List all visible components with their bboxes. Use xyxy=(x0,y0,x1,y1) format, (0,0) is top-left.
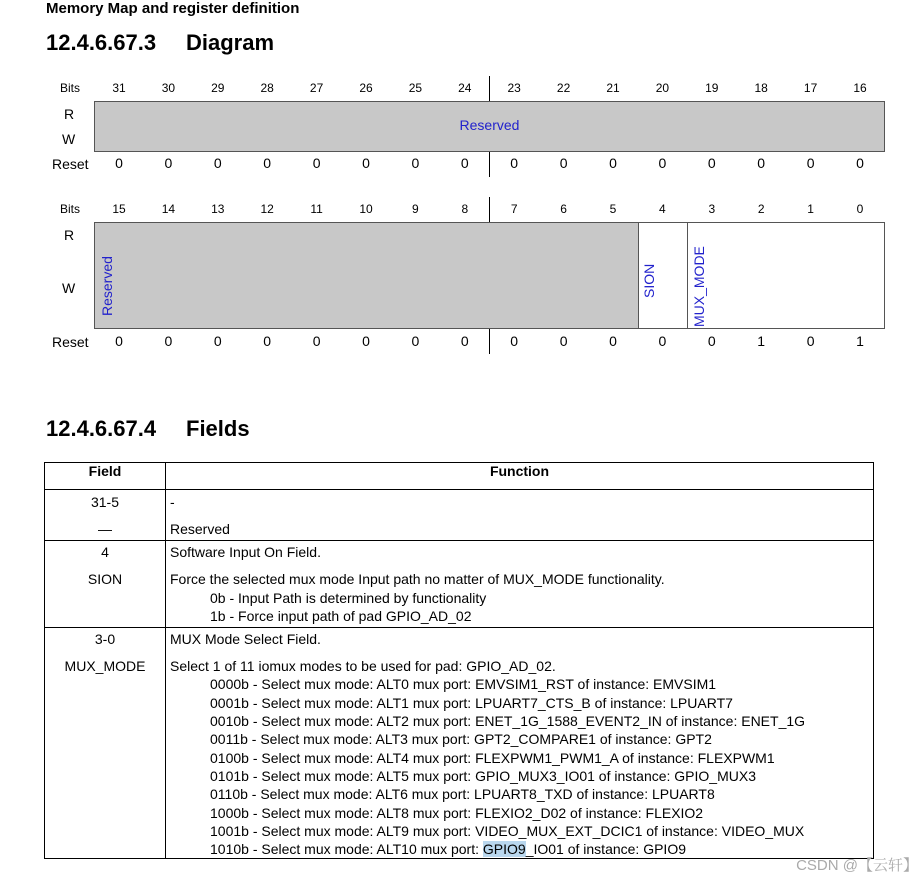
bit-number: 26 xyxy=(359,81,373,95)
reset-value: 0 xyxy=(411,333,420,349)
table-row xyxy=(45,541,874,628)
reset-value: 0 xyxy=(510,155,519,171)
function-line: Reserved xyxy=(170,521,230,537)
function-line: 1001b - Select mux mode: ALT9 mux port: VIDEO_MUX_EXT_DCIC1 of instance: VIDEO_MUX xyxy=(210,822,805,839)
lower-bits-label: Bits xyxy=(60,202,81,216)
reset-value: 0 xyxy=(115,333,123,349)
reset-value: 0 xyxy=(312,155,321,171)
reset-value: 0 xyxy=(312,333,321,349)
upper-reserved-label: Reserved xyxy=(459,117,520,133)
reset-value: 0 xyxy=(658,155,667,171)
reset-value: 0 xyxy=(806,155,815,171)
bit-number: 25 xyxy=(408,81,423,95)
reset-value: 0 xyxy=(115,155,123,171)
field-bits: 3-0 xyxy=(94,631,116,648)
reset-value: 0 xyxy=(757,155,766,171)
function-line-start: 1010b - Select mux mode: ALT10 mux port: xyxy=(210,841,483,858)
mux-mode-field-label: MUX_MODE xyxy=(691,246,707,327)
field-bits: 4 xyxy=(101,544,109,561)
reset-value: 0 xyxy=(510,333,519,349)
function-line: Select 1 of 11 iomux modes to be used for pad: GPIO_AD_02. xyxy=(170,658,556,675)
field-name: SION xyxy=(87,571,123,588)
bit-number: 7 xyxy=(510,202,518,216)
sion-field-label: SION xyxy=(641,263,657,298)
function-line: 0000b - Select mux mode: ALT0 mux port: EMVSIM1_RST of instance: EMVSIM1 xyxy=(210,676,717,693)
bit-number: 18 xyxy=(754,81,768,95)
fields-table xyxy=(44,462,874,859)
function-line: Software Input On Field. xyxy=(170,544,321,561)
function-line: 0011b - Select mux mode: ALT3 mux port: GPT2_COMPARE1 of instance: GPT2 xyxy=(210,731,712,748)
bit-number: 0 xyxy=(856,202,864,216)
watermark: CSDN @【云轩】 xyxy=(796,857,918,874)
diagram-heading-title: Diagram xyxy=(186,30,275,55)
bit-number: 19 xyxy=(705,81,719,95)
diagram-heading xyxy=(46,30,274,56)
reset-value: 0 xyxy=(362,155,370,171)
reset-value: 0 xyxy=(263,333,272,349)
function-line: 0101b - Select mux mode: ALT5 mux port: GPIO_MUX3_IO01 of instance: GPIO_MUX3 xyxy=(210,767,756,784)
function-line: Force the selected mux mode Input path no matter of MUX_MODE functionality. xyxy=(170,571,665,588)
bit-number: 15 xyxy=(112,202,126,216)
reset-value: 0 xyxy=(213,333,222,349)
field-name: — xyxy=(98,521,112,537)
lower-reserved-field xyxy=(94,222,639,329)
upper-reset-label: Reset xyxy=(52,156,89,172)
reset-value: 0 xyxy=(559,155,568,171)
function-column-header: Function xyxy=(166,463,874,490)
fields-table-header xyxy=(45,463,874,490)
bit-number: 22 xyxy=(556,81,571,95)
bit-number: 4 xyxy=(659,202,666,216)
bit-number: 6 xyxy=(560,202,567,216)
bit-number: 24 xyxy=(458,81,472,95)
lower-w-label: W xyxy=(62,280,76,296)
upper-bits-label: Bits xyxy=(60,81,81,95)
diagram-heading-number: 12.4.6.67.3 xyxy=(46,30,157,55)
function-line: 1000b - Select mux mode: ALT8 mux port: FLEXIO2_D02 of instance: FLEXIO2 xyxy=(210,804,704,821)
lower-reserved-label: Reserved xyxy=(99,256,115,316)
fields-heading xyxy=(46,416,250,442)
reset-value: 0 xyxy=(164,333,173,349)
bit-number: 12 xyxy=(260,202,274,216)
bit-number: 3 xyxy=(708,202,716,216)
function-line: 0110b - Select mux mode: ALT6 mux port: LPUART8_TXD of instance: LPUART8 xyxy=(210,786,715,803)
upper-reserved-field xyxy=(94,101,885,152)
function-line: - xyxy=(170,494,175,510)
bit-number: 5 xyxy=(609,202,617,216)
reset-value: 0 xyxy=(411,155,420,171)
bit-number: 30 xyxy=(161,81,176,95)
bit-number: 27 xyxy=(309,81,324,95)
reset-value: 0 xyxy=(856,155,864,171)
reset-value: 0 xyxy=(213,155,222,171)
sion-mux-divider xyxy=(687,222,688,329)
fields-heading-title: Fields xyxy=(186,416,250,441)
reset-value: 1 xyxy=(856,333,864,349)
bit-number: 14 xyxy=(161,202,176,216)
function-line: 1b - Force input path of pad GPIO_AD_02 xyxy=(210,607,472,624)
reset-value: 0 xyxy=(707,333,716,349)
field-bits: 31-5 xyxy=(90,494,120,510)
bit-number: 2 xyxy=(757,202,765,216)
lower-sion-mux-field xyxy=(638,222,885,329)
field-column-header: Field xyxy=(45,463,166,490)
bit-number: 23 xyxy=(507,81,521,95)
reset-value: 0 xyxy=(263,155,272,171)
function-line xyxy=(170,840,873,858)
upper-w-label: W xyxy=(62,131,76,147)
bit-number: 21 xyxy=(606,81,620,95)
page-header: Memory Map and register definition xyxy=(46,0,300,17)
reset-value: 0 xyxy=(460,155,469,171)
reset-value: 0 xyxy=(559,333,568,349)
bit-number: 16 xyxy=(853,81,867,95)
lower-reset-label: Reset xyxy=(52,334,89,350)
function-line: 0010b - Select mux mode: ALT2 mux port: ENET_1G_1588_EVENT2_IN of instance: ENET_1G xyxy=(210,713,806,730)
reset-value: 0 xyxy=(609,155,617,171)
bit-number: 9 xyxy=(412,202,419,216)
bit-number: 28 xyxy=(260,81,274,95)
function-line: 0100b - Select mux mode: ALT4 mux port: FLEXPWM1_PWM1_A of instance: FLEXPWM1 xyxy=(210,749,775,766)
fields-heading-number: 12.4.6.67.4 xyxy=(46,416,157,441)
reset-value: 1 xyxy=(757,333,766,349)
function-line: 0b - Input Path is determined by functionality xyxy=(210,589,487,606)
bit-number: 10 xyxy=(359,202,373,216)
lower-r-label: R xyxy=(64,227,75,243)
bit-number: 1 xyxy=(807,202,814,216)
reset-value: 0 xyxy=(707,155,716,171)
bit-number: 29 xyxy=(211,81,225,95)
reset-value: 0 xyxy=(806,333,815,349)
reset-value: 0 xyxy=(460,333,469,349)
function-line: MUX Mode Select Field. xyxy=(170,631,321,648)
function-line: 0001b - Select mux mode: ALT1 mux port: LPUART7_CTS_B of instance: LPUART7 xyxy=(210,694,733,711)
table-row xyxy=(45,490,874,541)
reset-value: 0 xyxy=(609,333,617,349)
reset-value: 0 xyxy=(362,333,370,349)
function-line-end: _IO01 of instance: GPIO9 xyxy=(525,841,686,858)
field-name: MUX_MODE xyxy=(64,658,146,675)
bit-number: 11 xyxy=(310,202,323,216)
upper-r-label: R xyxy=(64,106,75,122)
reset-value: 0 xyxy=(164,155,173,171)
bit-number: 17 xyxy=(803,81,818,95)
reset-value: 0 xyxy=(658,333,667,349)
table-row xyxy=(45,628,874,859)
bit-number: 8 xyxy=(461,202,469,216)
bit-number: 31 xyxy=(112,81,126,95)
bit-number: 20 xyxy=(655,81,670,95)
highlighted-text: GPIO9 xyxy=(482,841,526,858)
bit-number: 13 xyxy=(211,202,225,216)
